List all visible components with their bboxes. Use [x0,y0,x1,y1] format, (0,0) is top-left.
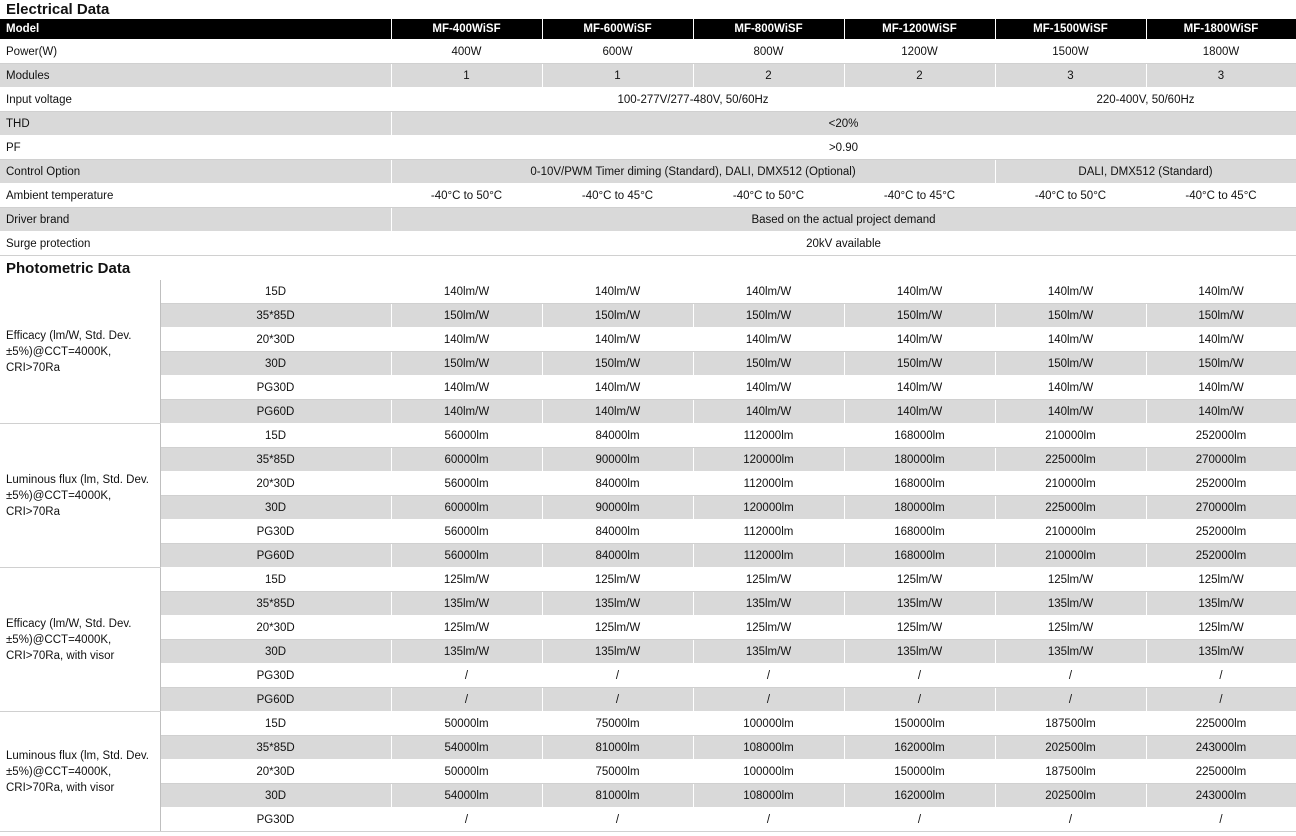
photometric-value: 125lm/W [542,568,693,592]
photometric-value: 135lm/W [995,592,1146,616]
photometric-value: 135lm/W [844,592,995,616]
photometric-row [0,616,1296,640]
input-voltage-value-a: 100-277V/277-480V, 50/60Hz [391,88,995,112]
power-value: 1800W [1146,40,1296,64]
beam-angle-label: 35*85D [160,592,391,616]
modules-value: 2 [844,64,995,88]
photometric-value: 81000lm [542,736,693,760]
photometric-value: 125lm/W [844,616,995,640]
photometric-value: 252000lm [1146,424,1296,448]
photometric-value: 125lm/W [995,616,1146,640]
ambient-temperature-value: -40°C to 45°C [844,184,995,208]
photometric-value: 135lm/W [1146,592,1296,616]
modules-row [0,64,1296,88]
photometric-value: 150lm/W [844,352,995,376]
photometric-value: 140lm/W [844,280,995,304]
modules-value: 3 [995,64,1146,88]
input-voltage-row [0,88,1296,112]
modules-value: 2 [693,64,844,88]
photometric-value: 135lm/W [391,640,542,664]
photometric-row [0,808,1296,832]
photometric-value: 140lm/W [995,400,1146,424]
photometric-value: 210000lm [995,544,1146,568]
photometric-value: 140lm/W [1146,376,1296,400]
photometric-value: / [542,664,693,688]
ambient-temperature-value: -40°C to 50°C [995,184,1146,208]
photometric-value: 120000lm [693,496,844,520]
beam-angle-label: 30D [160,784,391,808]
photometric-value: 125lm/W [1146,616,1296,640]
photometric-value: 120000lm [693,448,844,472]
photometric-value: 56000lm [391,544,542,568]
photometric-value: 112000lm [693,520,844,544]
photometric-value: / [693,688,844,712]
photometric-value: 243000lm [1146,736,1296,760]
beam-angle-label: 20*30D [160,472,391,496]
beam-angle-label: 15D [160,424,391,448]
control-option-row [0,160,1296,184]
photometric-value: 50000lm [391,760,542,784]
photometric-value: 75000lm [542,712,693,736]
modules-value: 1 [542,64,693,88]
photometric-value: 225000lm [995,496,1146,520]
photometric-row [0,688,1296,712]
photometric-row [0,280,1296,304]
photometric-value: / [995,688,1146,712]
power-value: 1200W [844,40,995,64]
pf-row [0,136,1296,160]
driver-brand-label: Driver brand [0,208,391,232]
beam-angle-label: PG30D [160,376,391,400]
photometric-value: 270000lm [1146,448,1296,472]
photometric-value: 140lm/W [844,328,995,352]
photometric-value: 135lm/W [542,640,693,664]
photometric-value: 84000lm [542,472,693,496]
photometric-value: 60000lm [391,448,542,472]
photometric-value: 140lm/W [391,376,542,400]
surge-protection-row [0,232,1296,256]
power-value: 800W [693,40,844,64]
modules-label: Modules [0,64,391,88]
thd-value: <20% [391,112,1296,136]
power-value: 400W [391,40,542,64]
photometric-value: 140lm/W [995,376,1146,400]
photometric-value: 135lm/W [995,640,1146,664]
photometric-row [0,304,1296,328]
photometric-row [0,520,1296,544]
photometric-value: 168000lm [844,520,995,544]
photometric-row [0,544,1296,568]
thd-label: THD [0,112,391,136]
beam-angle-label: PG60D [160,544,391,568]
photometric-value: 125lm/W [844,568,995,592]
photometric-value: 140lm/W [542,280,693,304]
photometric-value: 140lm/W [995,280,1146,304]
photometric-value: 252000lm [1146,472,1296,496]
surge-protection-value: 20kV available [391,232,1296,256]
ambient-temperature-value: -40°C to 50°C [391,184,542,208]
photometric-value: 150000lm [844,760,995,784]
beam-angle-label: 35*85D [160,304,391,328]
photometric-value: 135lm/W [693,592,844,616]
photometric-value: 125lm/W [693,616,844,640]
photometric-value: 140lm/W [693,280,844,304]
photometric-value: 210000lm [995,424,1146,448]
photometric-row [0,424,1296,448]
photometric-value: 50000lm [391,712,542,736]
photometric-value: 180000lm [844,448,995,472]
photometric-value: / [844,808,995,832]
photometric-value: 75000lm [542,760,693,784]
photometric-value: / [542,808,693,832]
photometric-value: / [391,688,542,712]
photometric-value: / [844,664,995,688]
photometric-group-label: Luminous flux (lm, Std. Dev. ±5%)@CCT=4000K, CRI>70Ra, with visor [0,712,160,832]
photometric-value: 187500lm [995,712,1146,736]
photometric-value: 202500lm [995,784,1146,808]
photometric-group-label: Luminous flux (lm, Std. Dev. ±5%)@CCT=4000K, CRI>70Ra [0,424,160,568]
control-option-value-b: DALI, DMX512 (Standard) [995,160,1296,184]
power-label: Power(W) [0,40,391,64]
photometric-row [0,712,1296,736]
photometric-value: 84000lm [542,520,693,544]
photometric-value: 225000lm [1146,760,1296,784]
photometric-row [0,448,1296,472]
photometric-value: 150lm/W [391,352,542,376]
photometric-value: 140lm/W [391,280,542,304]
photometric-value: 140lm/W [844,400,995,424]
photometric-value: / [1146,808,1296,832]
photometric-value: 150lm/W [995,304,1146,328]
photometric-value: 140lm/W [1146,280,1296,304]
photometric-value: 125lm/W [391,616,542,640]
thd-row [0,112,1296,136]
photometric-value: 140lm/W [844,376,995,400]
electrical-section-title-row [0,0,1296,19]
photometric-value: 56000lm [391,520,542,544]
beam-angle-label: 35*85D [160,448,391,472]
photometric-value: 54000lm [391,784,542,808]
photometric-value: 150lm/W [693,304,844,328]
beam-angle-label: 30D [160,640,391,664]
beam-angle-label: 20*30D [160,760,391,784]
photometric-value: 150000lm [844,712,995,736]
pf-label: PF [0,136,391,160]
photometric-value: / [1146,688,1296,712]
beam-angle-label: 20*30D [160,616,391,640]
electrical-section-title: Electrical Data [0,0,1296,19]
beam-angle-label: PG60D [160,688,391,712]
ambient-temperature-value: -40°C to 45°C [1146,184,1296,208]
input-voltage-value-b: 220-400V, 50/60Hz [995,88,1296,112]
photometric-value: 252000lm [1146,520,1296,544]
beam-angle-label: 30D [160,352,391,376]
photometric-value: 112000lm [693,544,844,568]
photometric-value: 84000lm [542,544,693,568]
photometric-value: 150lm/W [693,352,844,376]
ambient-temperature-value: -40°C to 45°C [542,184,693,208]
photometric-section-title-row [0,256,1296,281]
driver-brand-value: Based on the actual project demand [391,208,1296,232]
input-voltage-label: Input voltage [0,88,391,112]
photometric-row [0,472,1296,496]
photometric-value: 150lm/W [995,352,1146,376]
photometric-value: 150lm/W [1146,304,1296,328]
photometric-value: / [391,664,542,688]
beam-angle-label: 15D [160,712,391,736]
beam-angle-label: PG30D [160,520,391,544]
photometric-value: 135lm/W [693,640,844,664]
photometric-value: 210000lm [995,520,1146,544]
photometric-value: 140lm/W [391,400,542,424]
photometric-value: / [693,664,844,688]
ambient-temperature-label: Ambient temperature [0,184,391,208]
photometric-value: 90000lm [542,448,693,472]
photometric-value: / [391,808,542,832]
photometric-value: 140lm/W [693,328,844,352]
photometric-value: 135lm/W [844,640,995,664]
photometric-value: / [995,664,1146,688]
photometric-value: 140lm/W [995,328,1146,352]
photometric-row [0,496,1296,520]
photometric-value: 140lm/W [542,400,693,424]
photometric-value: 150lm/W [1146,352,1296,376]
model-header-cell: MF-400WiSF [391,19,542,40]
photometric-value: 100000lm [693,760,844,784]
beam-angle-label: 30D [160,496,391,520]
photometric-value: 140lm/W [542,376,693,400]
modules-value: 3 [1146,64,1296,88]
photometric-row [0,784,1296,808]
model-header-cell: MF-1800WiSF [1146,19,1296,40]
photometric-row [0,328,1296,352]
photometric-value: 81000lm [542,784,693,808]
modules-value: 1 [391,64,542,88]
photometric-value: 168000lm [844,424,995,448]
photometric-value: 135lm/W [542,592,693,616]
photometric-value: 270000lm [1146,496,1296,520]
photometric-value: 150lm/W [844,304,995,328]
photometric-value: / [844,688,995,712]
beam-angle-label: 15D [160,280,391,304]
photometric-value: 162000lm [844,784,995,808]
control-option-label: Control Option [0,160,391,184]
photometric-value: 140lm/W [391,328,542,352]
photometric-row [0,568,1296,592]
photometric-value: 210000lm [995,472,1146,496]
photometric-value: 135lm/W [1146,640,1296,664]
beam-angle-label: 20*30D [160,328,391,352]
photometric-row [0,640,1296,664]
model-header-cell: MF-800WiSF [693,19,844,40]
photometric-group-label: Efficacy (lm/W, Std. Dev. ±5%)@CCT=4000K, CRI>70Ra, with visor [0,568,160,712]
photometric-value: 252000lm [1146,544,1296,568]
model-header-label: Model [0,19,391,40]
photometric-row [0,736,1296,760]
model-header-cell: MF-1500WiSF [995,19,1146,40]
control-option-value-a: 0-10V/PWM Timer diming (Standard), DALI, DMX512 (Optional) [391,160,995,184]
photometric-value: 108000lm [693,784,844,808]
photometric-row [0,664,1296,688]
photometric-value: 150lm/W [542,304,693,328]
driver-brand-row [0,208,1296,232]
beam-angle-label: PG30D [160,808,391,832]
photometric-row [0,400,1296,424]
photometric-value: 60000lm [391,496,542,520]
power-value: 600W [542,40,693,64]
photometric-value: / [1146,664,1296,688]
photometric-value: 125lm/W [693,568,844,592]
power-row [0,40,1296,64]
photometric-value: 56000lm [391,472,542,496]
photometric-row [0,352,1296,376]
photometric-value: 243000lm [1146,784,1296,808]
beam-angle-label: 15D [160,568,391,592]
photometric-group-label: Efficacy (lm/W, Std. Dev. ±5%)@CCT=4000K, CRI>70Ra [0,280,160,424]
ambient-temperature-value: -40°C to 50°C [693,184,844,208]
beam-angle-label: PG30D [160,664,391,688]
surge-protection-label: Surge protection [0,232,391,256]
ambient-temperature-row [0,184,1296,208]
photometric-value: 140lm/W [542,328,693,352]
photometric-value: 135lm/W [391,592,542,616]
photometric-value: 140lm/W [1146,400,1296,424]
photometric-value: 125lm/W [542,616,693,640]
photometric-value: / [542,688,693,712]
photometric-value: / [995,808,1146,832]
photometric-value: 54000lm [391,736,542,760]
photometric-value: 225000lm [1146,712,1296,736]
photometric-value: 125lm/W [995,568,1146,592]
photometric-value: 140lm/W [693,376,844,400]
photometric-row [0,760,1296,784]
photometric-value: 125lm/W [1146,568,1296,592]
photometric-value: 225000lm [995,448,1146,472]
photometric-value: / [693,808,844,832]
model-header-row [0,19,1296,40]
beam-angle-label: PG60D [160,400,391,424]
photometric-value: 112000lm [693,424,844,448]
photometric-value: 90000lm [542,496,693,520]
photometric-value: 202500lm [995,736,1146,760]
model-header-cell: MF-1200WiSF [844,19,995,40]
photometric-value: 140lm/W [1146,328,1296,352]
photometric-value: 187500lm [995,760,1146,784]
photometric-section-title: Photometric Data [0,256,1296,281]
beam-angle-label: 35*85D [160,736,391,760]
photometric-value: 168000lm [844,544,995,568]
photometric-value: 125lm/W [391,568,542,592]
photometric-value: 162000lm [844,736,995,760]
photometric-value: 140lm/W [693,400,844,424]
photometric-value: 150lm/W [391,304,542,328]
power-value: 1500W [995,40,1146,64]
photometric-value: 180000lm [844,496,995,520]
photometric-row [0,376,1296,400]
photometric-value: 100000lm [693,712,844,736]
photometric-row [0,592,1296,616]
photometric-value: 56000lm [391,424,542,448]
photometric-value: 112000lm [693,472,844,496]
photometric-value: 150lm/W [542,352,693,376]
photometric-value: 84000lm [542,424,693,448]
pf-value: >0.90 [391,136,1296,160]
model-header-cell: MF-600WiSF [542,19,693,40]
photometric-value: 108000lm [693,736,844,760]
photometric-value: 168000lm [844,472,995,496]
